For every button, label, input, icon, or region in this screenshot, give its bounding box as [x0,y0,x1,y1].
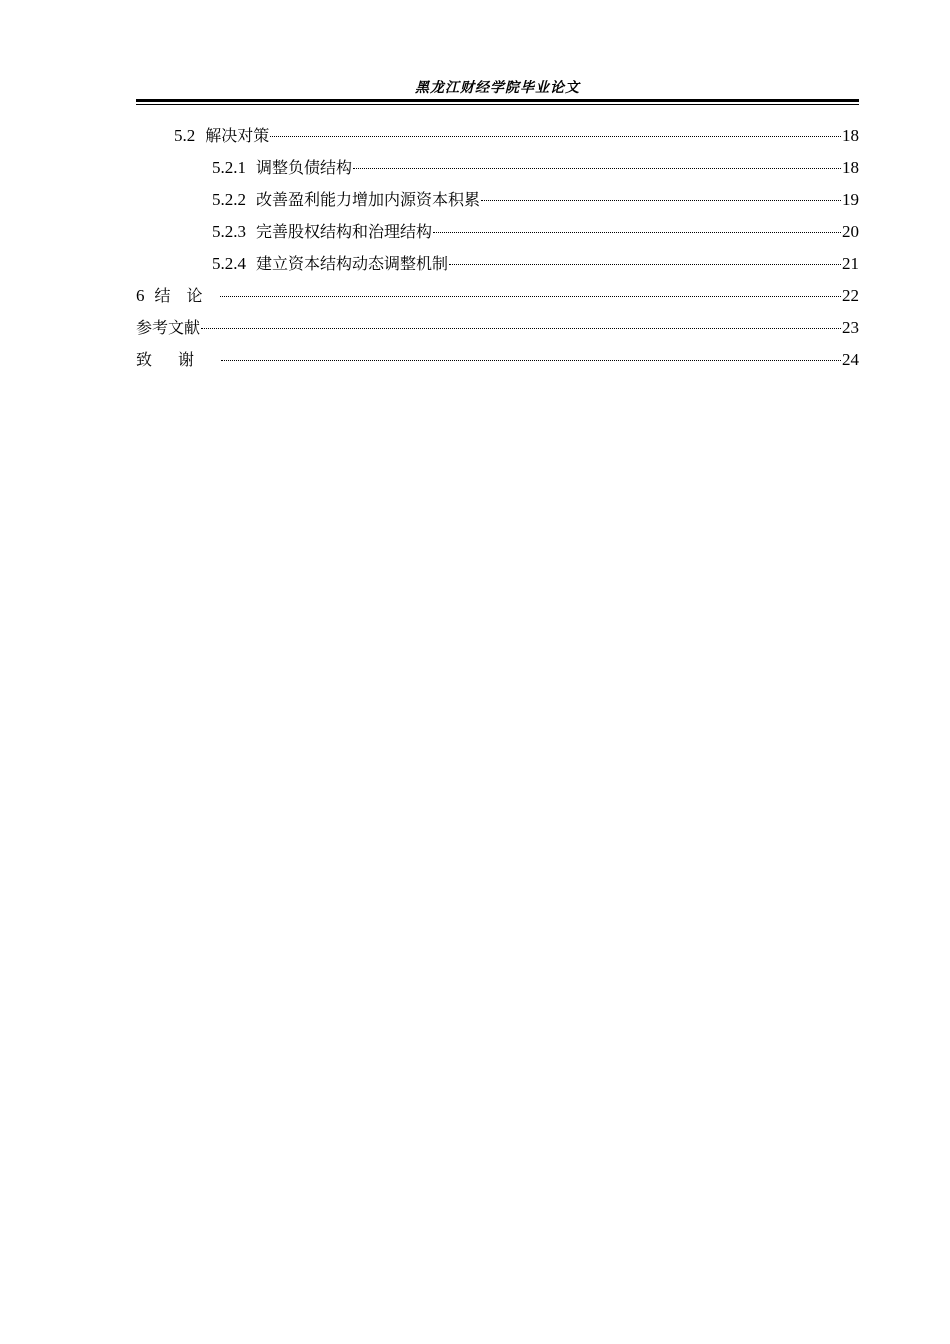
toc-page-number: 18 [842,158,859,177]
toc-page-number: 18 [842,126,859,145]
toc-label: 调整负债结构 [256,158,353,177]
toc-label: 致谢 [136,350,221,369]
toc-number: 5.2 [174,126,196,145]
header-rule-thick [136,99,859,102]
toc-leader-dots [353,168,841,169]
toc-entry-5-2-1[interactable] [136,152,859,184]
toc-label: 结论 [154,286,219,305]
toc-page-number: 20 [842,222,859,241]
toc-leader-dots [270,136,841,137]
toc-page-number: 23 [842,318,859,337]
toc-entry-5-2-2[interactable] [136,184,859,216]
toc-leader-dots [481,200,841,201]
toc-number: 5.2.3 [212,222,246,241]
toc-entry-5-2-3[interactable] [136,216,859,248]
toc-number: 5.2.2 [212,190,246,209]
table-of-contents [136,120,859,376]
toc-entry-6-conclusion[interactable] [136,280,859,312]
header-title: 黑龙江财经学院毕业论文 [415,80,580,96]
toc-leader-dots [201,328,841,329]
toc-page-number: 22 [842,286,859,305]
toc-leader-dots [221,360,841,361]
toc-label: 改善盈利能力增加内源资本积累 [256,190,481,209]
toc-entry-acknowledgements[interactable] [136,344,859,376]
toc-number: 6 [136,286,145,305]
toc-label: 建立资本结构动态调整机制 [256,254,449,273]
toc-number: 5.2.1 [212,158,246,177]
toc-leader-dots [220,296,841,297]
toc-page-number: 19 [842,190,859,209]
toc-label: 参考文献 [136,318,201,337]
toc-leader-dots [449,264,841,265]
toc-entry-5-2-4[interactable] [136,248,859,280]
toc-label: 解决对策 [205,126,270,145]
toc-label: 完善股权结构和治理结构 [256,222,433,241]
toc-page-number: 21 [842,254,859,273]
toc-entry-5-2[interactable] [136,120,859,152]
header-rule-thin [136,104,859,105]
toc-entry-references[interactable] [136,312,859,344]
toc-page-number: 24 [842,350,859,369]
toc-number: 5.2.4 [212,254,246,273]
toc-leader-dots [433,232,841,233]
page-header [136,78,859,104]
